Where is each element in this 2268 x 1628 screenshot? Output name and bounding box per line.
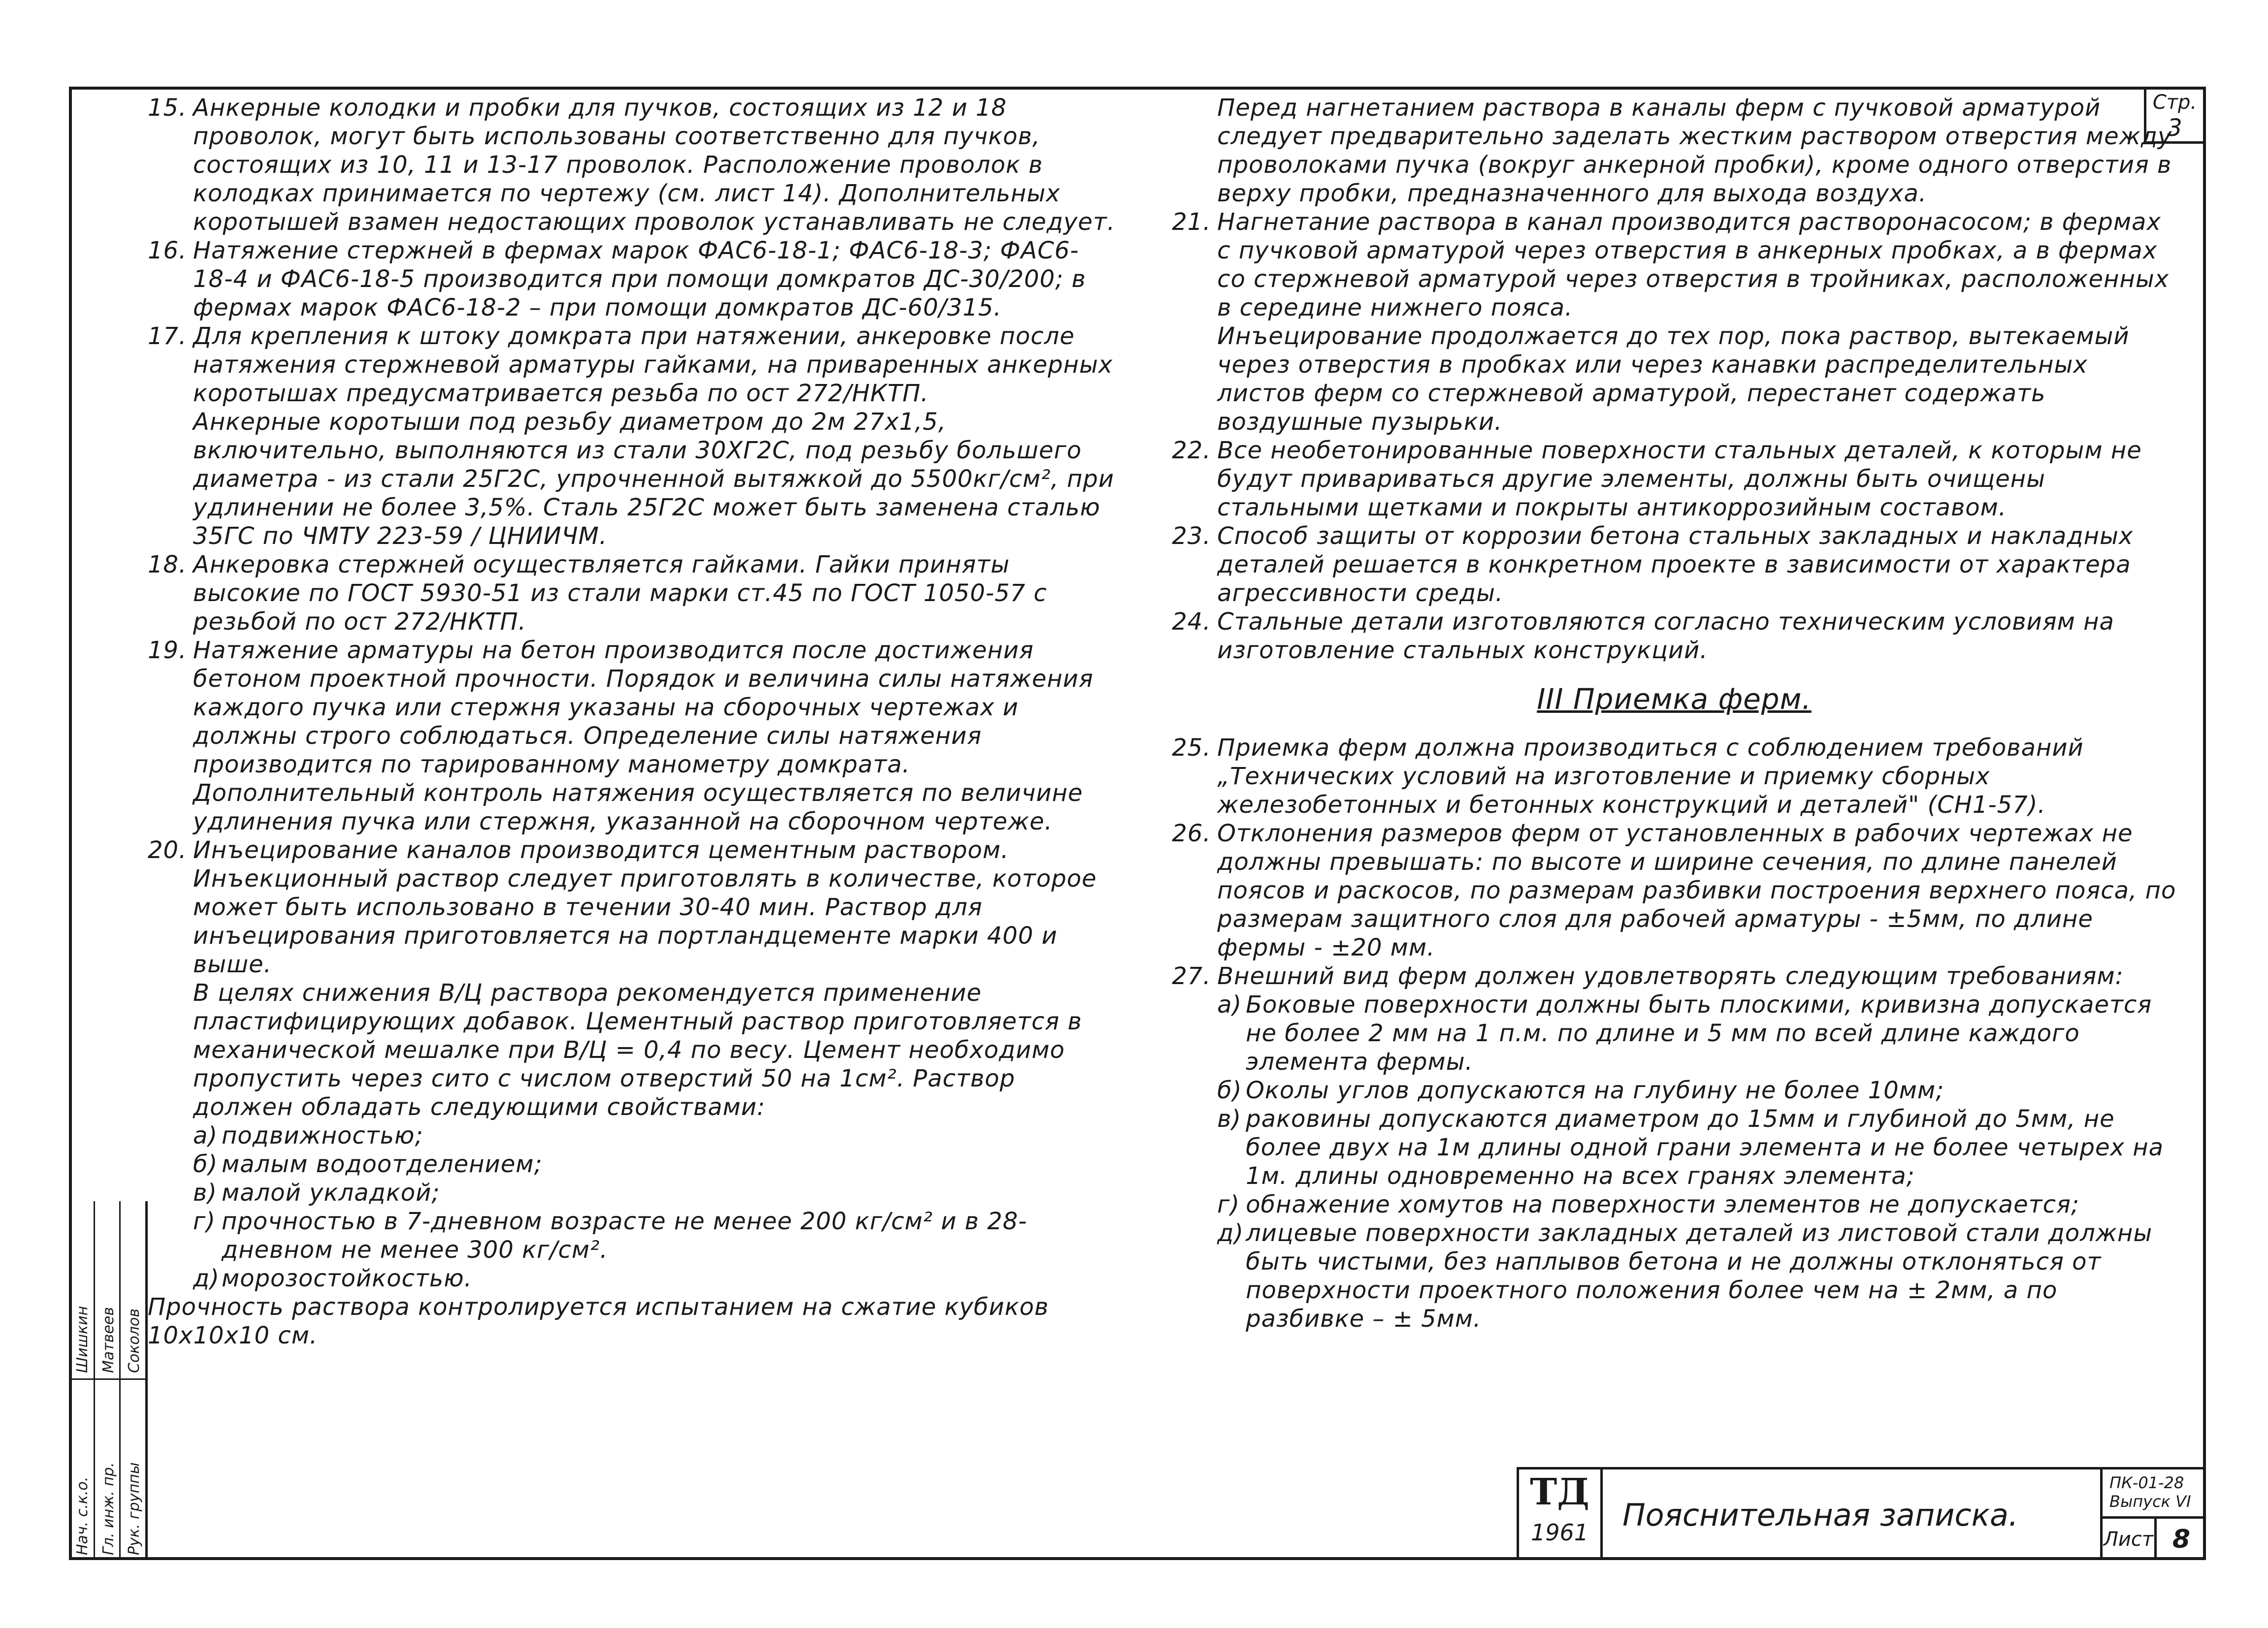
clause-18: 18. Анкеровка стержней осуществляется гайками. Гайки приняты высокие по ГОСТ 5930-51 из стали марки ст.45 по ГОСТ 1050-57 с резьбой по ост 272/НКТП. (148, 551, 1047, 636)
stamp-role: Гл. инж. пр. (99, 1462, 117, 1555)
clause-15: 15. Анкерные колодки и пробки для пучков, состоящих из 12 и 18 проволок, могут быть использованы соответственно для пучков, состоящих из 10, 11 и 13-17 проволок. Расположение проволок в колодках принимается по чертежу (см. лист 14). Дополнительных коротышей взамен недостающих проволок устанавливать не следует. (148, 94, 1115, 236)
clause-20: 20. Инъецирование каналов производится цементным раствором. Инъекционный раствор следует приготовлять в количестве, которое может быть использовано в течении 30-40 мин. Раствор для инъецирования приготовляется на портландцементе марки 400 и выше. (148, 836, 1097, 978)
section-heading: III Приемка ферм. (1537, 682, 1812, 716)
requirement-item: г) обнажение хомутов на поверхности элементов не допускается; (1217, 1191, 2080, 1218)
requirement-item: б) Околы углов допускаются на глубину не более 10мм; (1217, 1077, 1944, 1104)
sheet-number: 8 (2172, 1525, 2191, 1554)
logo-year: 1961 (1530, 1519, 1589, 1546)
clause-20-continued: В целях снижения В/Ц раствора рекомендуется применение пластифицирующих добавок. Цементный раствор приготовляется в механической мешалке при В/Ц = 0,4 по весу. Цемент необходимо пропустить через сито с числом отверстий 50 на 1см². Раствор должен обладать следующими свойствами: (193, 979, 1082, 1121)
page-label: Стр. (2152, 91, 2197, 114)
page-number: 3 (2167, 114, 2182, 142)
stamp-name: Шишкин (73, 1306, 91, 1373)
right-column (1172, 94, 2176, 1333)
clause-19: 19. Натяжение арматуры на бетон производится после достижения бетоном проектной прочности. Порядок и величина силы натяжения каждого пучка или стержня указаны на сборочных чертежах и должны строго соблюдаться. Определение силы натяжения производится по тарированному манометру домкрата. Дополнительный контроль натяжения осуществляется по величине удлинения пучка или стержня, указанной на сборочном чертеже. (148, 637, 1094, 835)
intro-paragraph: Перед нагнетанием раствора в каналы ферм с пучковой арматурой следует предварительно заделать жестким раствором отверстия между проволоками пучка (вокруг анкерной пробки), кроме одного отверстия в верху пробки, предназначенного для выхода воздуха. (1217, 94, 2172, 207)
stamp-row (121, 1201, 145, 1560)
clause-23: 23. Способ защиты от коррозии бетона стальных закладных и накладных деталей решается в конкретном проекте в зависимости от характера агрессивности среды. (1172, 522, 2134, 607)
stamp-role: Нач. с.к.о. (73, 1476, 91, 1555)
stamp-name: Соколов (126, 1309, 143, 1373)
mortar-property: а) подвижностью; (193, 1122, 423, 1149)
logo-mark: ТД (1530, 1471, 1589, 1513)
series-code: ПК-01-28 (2109, 1473, 2184, 1492)
title-block (1517, 1467, 2206, 1560)
series-code-box (2103, 1469, 2206, 1519)
requirement-item: в) раковины допускаются диаметром до 15мм и глубиной до 5мм, не более двух на 1м длины одной грани элемента и не более четырех на 1м. длины одновременно на всех гранях элемента; (1217, 1105, 2164, 1190)
approval-stamp (69, 1201, 148, 1560)
stamp-row (95, 1201, 121, 1560)
issue-number: Выпуск VI (2109, 1492, 2191, 1511)
mortar-property: б) малым водоотделением; (193, 1150, 543, 1178)
requirement-item: а) Боковые поверхности должны быть плоскими, кривизна допускается не более 2 мм на 1 п.м. по длине и 5 мм по всей длине каждого элемента фермы. (1217, 991, 2152, 1076)
organization-logo (1519, 1469, 1603, 1560)
closing-paragraph: Прочность раствора контролируется испытанием на сжатие кубиков 10х10х10 см. (148, 1293, 1049, 1349)
mortar-property: д) морозостойкостью. (193, 1265, 472, 1292)
clause-22: 22. Все необетонированные поверхности стальных деталей, к которым не будут привариваться другие элементы, должны быть очищены стальными щетками и покрыты антикоррозийным составом. (1172, 437, 2142, 521)
clause-26: 26. Отклонения размеров ферм от установленных в рабочих чертежах не должны превышать: по высоте и ширине сечения, по длине панелей поясов и раскосов, по размерам разбивки построения верхнего пояса, по размерам защитного слоя для рабочей арматуры - ±5мм, по длине фермы - ±20 мм. (1172, 820, 2176, 961)
clause-24: 24. Стальные детали изготовляются согласно техническим условиям на изготовление стальных конструкций. (1172, 608, 2114, 664)
clause-27: 27. Внешний вид ферм должен удовлетворять следующим требованиям: (1172, 962, 2124, 990)
clause-17-continued: Анкерные коротыши под резьбу диаметром до 2м 27х1,5, включительно, выполняются из стали 30ХГ2С, под резьбу большего диаметра - из стали 25Г2С, упрочненной вытяжкой до 5500кг/см², при удлинении не более 3,5%. Сталь 25Г2С может быть заменена сталью 35ГС по ЧМТУ 223-59 / ЦНИИЧМ. (193, 408, 1114, 550)
clause-16: 16. Натяжение стержней в фермах марок ФАС6-18-1; ФАС6-18-3; ФАС6-18-4 и ФАС6-18-5 производится при помощи домкратов ДС-30/200; в фермах марок ФАС6-18-2 – при помощи домкратов ДС-60/315. (148, 237, 1086, 321)
left-column (148, 94, 1118, 1350)
mortar-property: в) малой укладкой; (193, 1179, 440, 1207)
mortar-property: г) прочностью в 7-дневном возрасте не менее 200 кг/см² и в 28-дневном не менее 300 кг/см². (193, 1208, 1028, 1264)
stamp-role: Рук. группы (126, 1462, 143, 1555)
stamp-name: Матвеев (99, 1307, 117, 1373)
document-title: Пояснительная записка. (1603, 1469, 2103, 1560)
clause-25: 25. Приемка ферм должна производиться с соблюдением требований „Технических условий на изготовление и приемку сборных железобетонных и бетонных конструкций и деталей" (СН1-57). (1172, 734, 2084, 819)
sheet-label: Лист (2103, 1519, 2157, 1560)
stamp-row (69, 1201, 95, 1560)
requirement-item: д) лицевые поверхности закладных деталей из листовой стали должны быть чистыми, без наплывов бетона и не должны отклоняться от поверхности проектного положения более чем на ± 2мм, а по разбивке – ± 5мм. (1217, 1219, 2153, 1333)
clause-21-continued: Инъецирование продолжается до тех пор, пока раствор, вытекаемый через отверстия в пробках или через канавки распределительных листов ферм со стержневой арматурой, перестанет содержать воздушные пузырьки. (1217, 322, 2130, 436)
clause-21: 21. Нагнетание раствора в канал производится растворонасосом; в фермах с пучковой арматурой через отверстия в анкерных пробках, а в фермах со стержневой арматурой через отверстия в тройниках, расположенных в середине нижнего пояса. (1172, 208, 2170, 321)
clause-17: 17. Для крепления к штоку домкрата при натяжении, анкеровке после натяжения стержневой арматуры гайками, на приваренных анкерных коротышах предусматривается резьба по ост 272/НКТП. (148, 322, 1113, 407)
